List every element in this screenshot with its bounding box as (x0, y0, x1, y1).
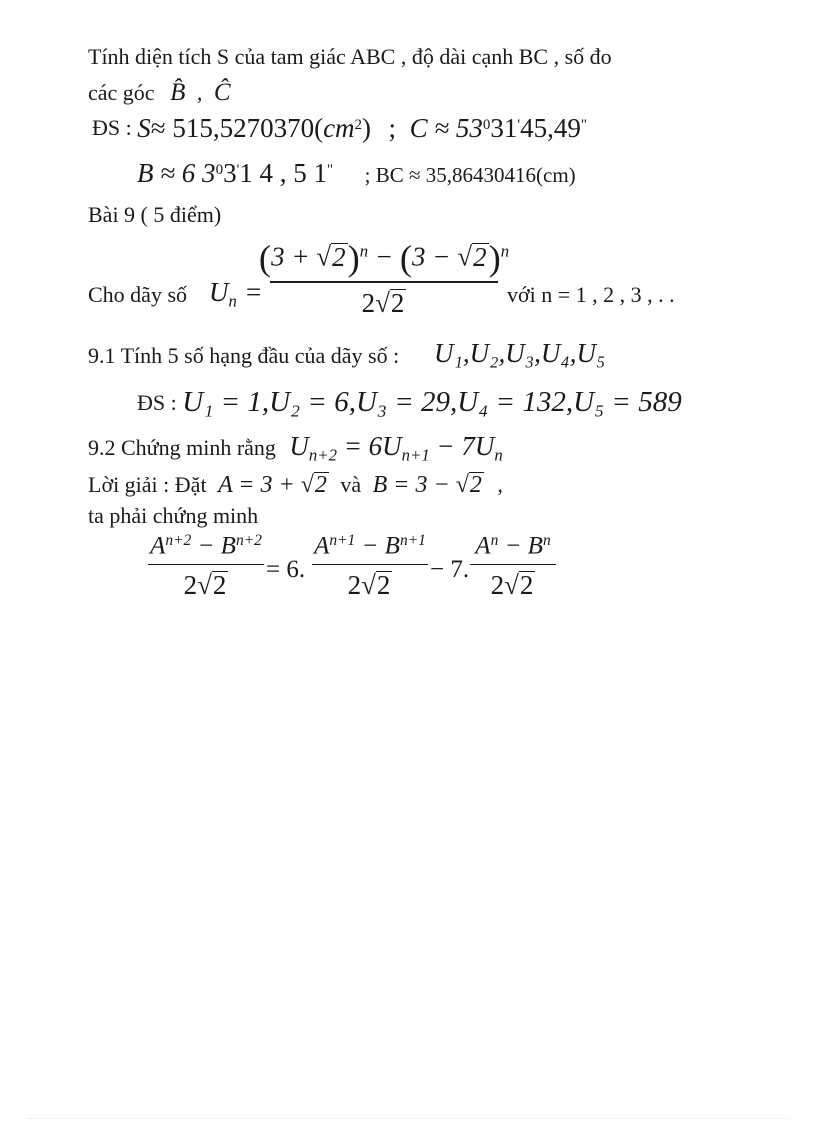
paren-close: ) (347, 238, 360, 278)
p1-a: A (150, 532, 166, 560)
angle-b-sec: 1 4 , 5 1 (239, 158, 328, 188)
angle-b-deg: 0 (215, 161, 224, 178)
area-unit: cm (323, 113, 355, 143)
angle-b-min: 3 (223, 158, 237, 188)
a-radicand: 2 (314, 472, 327, 498)
p1-b-exp: n+2 (235, 532, 262, 549)
sequence-fraction (258, 238, 510, 318)
p2-b-exp: n+1 (399, 532, 426, 549)
proof-den-1 (184, 571, 229, 599)
p3-den-sqrt: √ (504, 570, 519, 601)
p1-den-sqrt: √ (197, 570, 212, 601)
u-symbol: U (209, 277, 229, 307)
a-def-text: A = 3 + (218, 472, 301, 498)
area-unit-exp: 2 (354, 116, 363, 133)
angle-b-dprime: " (327, 161, 334, 178)
p1-minus-b: − B (191, 532, 236, 560)
sqrt-sign-2: √ (457, 241, 473, 272)
angle-c-min: 31 (490, 113, 518, 143)
den-sqrt-sign: √ (375, 287, 390, 318)
exponent-n: n (359, 241, 369, 261)
proof-den-3 (491, 571, 536, 599)
bc-length: ; BC ≈ 35,86430416(cm) (364, 163, 576, 187)
recurrence-end: − 7U (436, 431, 495, 461)
solution-line (88, 472, 503, 497)
answer-line-2 (137, 160, 576, 187)
answer-9-1-values: U₁ = 1,U₂ = 6,U₃ = 29,U₄ = 132,U₅ = 589 (182, 386, 682, 418)
den-radicand: 2 (390, 287, 405, 318)
p1-den-coef: 2 (183, 570, 198, 601)
proof-intro: ta phải chứng minh (88, 503, 259, 528)
sequence-range: với n = 1 , 2 , 3 , . . (507, 282, 675, 307)
proof-bar-1 (148, 564, 264, 566)
sequence-lhs (209, 279, 237, 310)
recurrence-sub-1: n+2 (308, 445, 337, 465)
b-def-text: B = 3 − (372, 472, 456, 498)
p3-den-coef: 2 (490, 570, 505, 601)
paren-open-2: ( (399, 238, 413, 278)
num-minus: − (374, 241, 394, 272)
p2-minus-b: − B (355, 532, 400, 560)
p1-den-radicand: 2 (212, 570, 227, 601)
p2-den-coef: 2 (347, 570, 362, 601)
proof-num-2 (314, 533, 426, 559)
a-definition (218, 472, 329, 498)
den-coef: 2 (361, 287, 376, 318)
problem-text-line-1: Tính diện tích S của tam giác ABC , độ dài cạnh BC , số đo (88, 44, 612, 69)
angle-b-prime: ' (236, 161, 240, 178)
question-9-2-text: 9.2 Chứng minh rằng (88, 435, 276, 460)
sqrt-sign: √ (316, 241, 332, 272)
solution-comma: , (497, 472, 503, 497)
b-sqrt-sign: √ (455, 472, 469, 498)
proof-num-1 (150, 533, 262, 559)
sequence-intro: Cho dãy số (88, 282, 187, 307)
proof-bar-3 (470, 564, 556, 566)
sqrt-radicand-2: 2 (473, 241, 487, 272)
exercise-title: Bài 9 ( 5 điểm) (88, 202, 222, 227)
recurrence-u: U (289, 431, 309, 461)
paren-close-2: ) (488, 238, 501, 278)
area-value: ≈ 515,5270370( (150, 113, 324, 143)
angle-c-sec: 45,49 (520, 113, 581, 143)
exponent-n-2: n (500, 241, 510, 261)
proof-fraction-1 (148, 533, 264, 599)
p1-a-exp: n+2 (165, 532, 192, 549)
angle-c-dprime: " (580, 116, 587, 133)
proof-minus-7: − 7. (430, 556, 470, 583)
answer-9-1 (137, 388, 682, 417)
answer-line-1 (92, 115, 587, 142)
proof-fraction-3 (470, 533, 556, 599)
p3-b-exp: n (542, 532, 551, 549)
num-left-term: 3 + (271, 241, 317, 272)
angle-b-expr: B ≈ 6 3 (137, 158, 216, 188)
p2-a: A (314, 532, 330, 560)
angle-c-expr: C ≈ 53 (409, 113, 483, 143)
solution-lead: Lời giải : Đặt (88, 472, 207, 497)
proof-fraction-2 (312, 533, 428, 599)
proof-bar-2 (312, 564, 428, 566)
b-radicand: 2 (469, 472, 482, 498)
recurrence-sub-2: n+1 (401, 445, 430, 465)
question-9-1: 9.1 Tính 5 số hạng đầu của dãy số : (88, 343, 400, 368)
sqrt-radicand: 2 (332, 241, 346, 272)
proof-eq-6: = 6. (266, 556, 306, 583)
p2-a-exp: n+1 (329, 532, 356, 549)
angle-c-prime: ' (517, 116, 521, 133)
page-bottom-rule (28, 1118, 788, 1119)
p3-minus-b: − B (498, 532, 543, 560)
answer-sep: ; (388, 113, 397, 143)
area-var: S (137, 113, 151, 143)
terms-list: U₁,U₂,U₃,U₄,U₅ (434, 338, 606, 368)
u-subscript: n (228, 291, 237, 311)
paren-open: ( (258, 238, 272, 278)
recurrence (289, 431, 503, 465)
proof-num-3 (475, 533, 550, 559)
fraction-denominator (362, 289, 407, 317)
recurrence-mid: = 6U (343, 431, 402, 461)
angle-b: B̂ (170, 79, 186, 106)
fraction-bar (270, 281, 498, 283)
b-definition (373, 472, 484, 498)
angles-comma: , (196, 80, 203, 105)
question-9-2 (88, 433, 503, 464)
p3-a: A (475, 532, 491, 560)
p2-den-radicand: 2 (376, 570, 391, 601)
recurrence-sub-3: n (494, 445, 503, 465)
angles-label: các góc (88, 80, 155, 105)
fraction-numerator (259, 240, 509, 276)
solution-and: và (340, 472, 362, 497)
answer-9-1-label: ĐS : (137, 390, 177, 415)
sequence-equals: = (246, 277, 262, 307)
p2-den-sqrt: √ (361, 570, 376, 601)
problem-text-line-2 (88, 80, 231, 105)
angle-c-deg: 0 (482, 116, 491, 133)
p3-den-radicand: 2 (519, 570, 534, 601)
num-right-term: 3 − (412, 241, 458, 272)
p3-a-exp: n (490, 532, 499, 549)
a-sqrt-sign: √ (300, 472, 314, 498)
angle-c: Ĉ (213, 79, 231, 106)
answer-label: ĐS : (92, 115, 132, 140)
proof-den-2 (348, 571, 393, 599)
area-close: ) (362, 113, 372, 143)
